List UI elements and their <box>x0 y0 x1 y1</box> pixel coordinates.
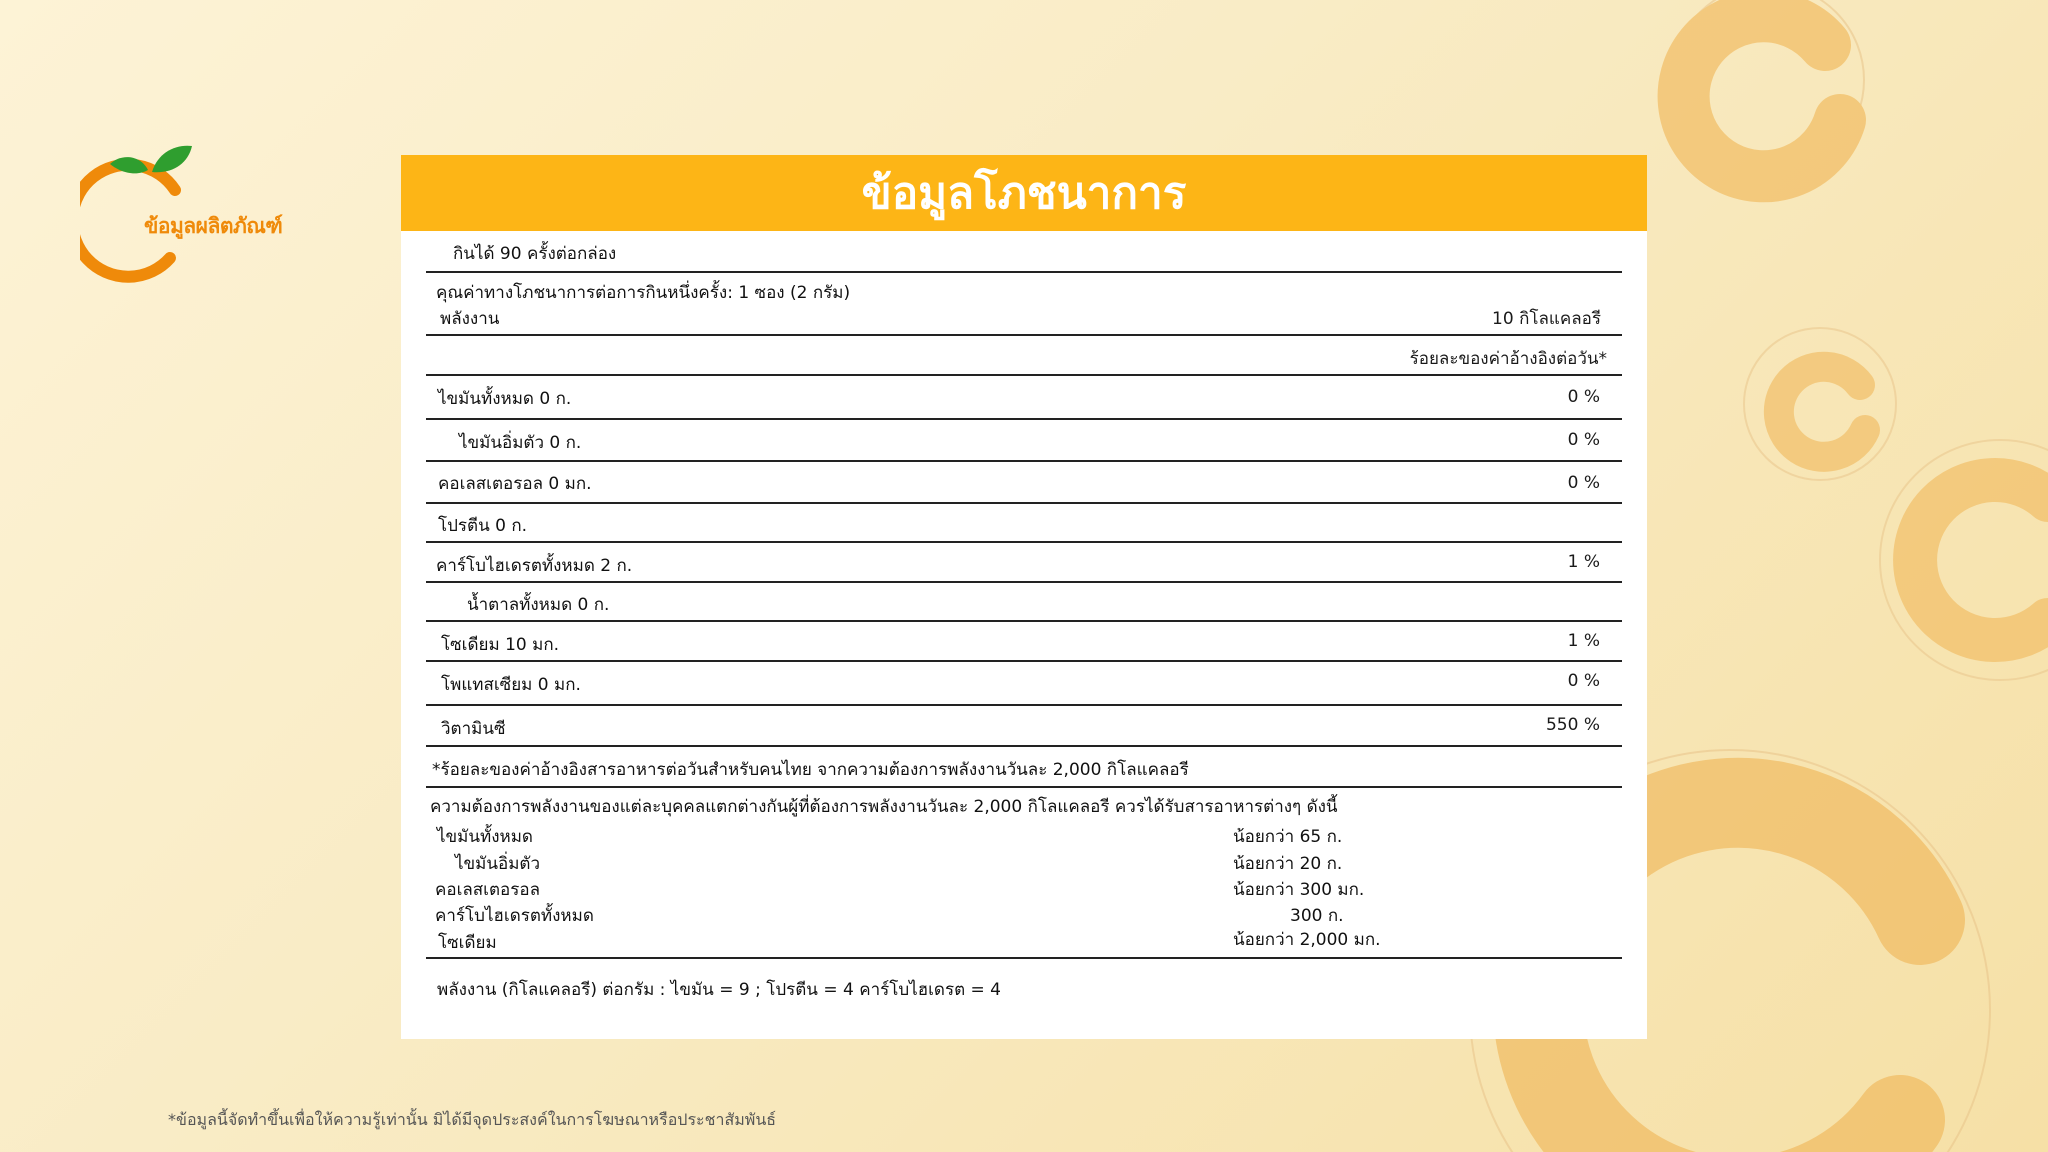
disclaimer-footnote: *ข้อมูลนี้จัดทำขึ้นเพื่อให้ความรู้เท่านั้น มิได้มีจุดประสงค์ในการโฆษณาหรือประชาสัมพันธ์ <box>168 1110 777 1129</box>
c-ring-top-icon <box>1672 0 1864 176</box>
nutrient-percent: 550 % <box>1545 715 1600 735</box>
divider <box>426 541 1622 543</box>
energy-label: พลังงาน <box>440 309 500 329</box>
serving-size: คุณค่าทางโภชนาการต่อการกินหนึ่งครั้ง: 1 ซอง (2 กรัม) <box>436 283 851 303</box>
requirement-value: น้อยกว่า 65 ก. <box>1233 827 1343 847</box>
divider <box>426 957 1622 959</box>
requirement-label: คอเลสเตอรอล <box>435 880 541 900</box>
divider <box>426 460 1622 462</box>
energy-value: 10 กิโลแคลอรี <box>1492 309 1601 329</box>
brand-logo-text: ข้อมูลผลิตภัณฑ์ <box>144 214 283 238</box>
nutrient-label: โพแทสเซียม 0 มก. <box>441 675 581 695</box>
divider <box>426 502 1622 504</box>
nutrient-label: วิตามินซี <box>441 719 506 739</box>
servings-per-box: กินได้ 90 ครั้งต่อกล่อง <box>453 244 617 264</box>
requirement-value: น้อยกว่า 2,000 มก. <box>1233 930 1381 950</box>
nutrient-label: ไขมันทั้งหมด 0 ก. <box>438 389 572 409</box>
requirement-intro: ความต้องการพลังงานของแต่ละบุคคลแตกต่างกันผู้ที่ต้องการพลังงานวันละ 2,000 กิโลแคลอรี ควรได้รับสารอาหารต่างๆ ดังนี้ <box>430 797 1338 817</box>
divider <box>426 786 1622 788</box>
requirement-label: ไขมันอิ่มตัว <box>455 854 540 874</box>
nutrient-percent: 0 % <box>1567 430 1600 450</box>
nutrient-label: น้ำตาลทั้งหมด 0 ก. <box>467 595 610 615</box>
nutrient-label: ไขมันอิ่มตัว 0 ก. <box>459 433 582 453</box>
nutrient-percent: 0 % <box>1567 473 1600 493</box>
divider <box>426 271 1622 273</box>
divider <box>426 745 1622 747</box>
nutrient-percent: 0 % <box>1567 671 1600 691</box>
nutrient-percent: 1 % <box>1567 552 1600 572</box>
panel-title: ข้อมูลโภชนาการ <box>401 155 1647 231</box>
divider <box>426 418 1622 420</box>
divider <box>426 334 1622 336</box>
nutrient-percent: 1 % <box>1567 631 1600 651</box>
divider <box>426 660 1622 662</box>
percent-header: ร้อยละของค่าอ้างอิงต่อวัน* <box>1409 349 1607 369</box>
nutrient-label: โซเดียม 10 มก. <box>441 635 560 655</box>
requirement-value: 300 ก. <box>1290 906 1344 926</box>
c-ring-right-icon <box>1880 440 2048 680</box>
c-ring-middle-icon <box>1744 328 1896 480</box>
nutrient-label: คอเลสเตอรอล 0 มก. <box>438 474 592 494</box>
nutrient-percent: 0 % <box>1567 387 1600 407</box>
reference-note: *ร้อยละของค่าอ้างอิงสารอาหารต่อวันสำหรับคนไทย จากความต้องการพลังงานวันละ 2,000 กิโลแคลอรี <box>432 760 1189 780</box>
requirement-label: คาร์โบไฮเดรตทั้งหมด <box>435 906 594 926</box>
requirement-label: โซเดียม <box>438 933 497 953</box>
requirement-label: ไขมันทั้งหมด <box>437 827 533 847</box>
divider <box>426 704 1622 706</box>
divider <box>426 581 1622 583</box>
requirement-value: น้อยกว่า 20 ก. <box>1233 854 1343 874</box>
divider <box>426 620 1622 622</box>
nutrient-label: โปรตีน 0 ก. <box>438 516 528 536</box>
nutrient-label: คาร์โบไฮเดรตทั้งหมด 2 ก. <box>436 556 633 576</box>
requirement-value: น้อยกว่า 300 มก. <box>1233 880 1365 900</box>
divider <box>426 374 1622 376</box>
energy-per-gram: พลังงาน (กิโลแคลอรี) ต่อกรัม : ไขมัน = 9 ; โปรตีน = 4 คาร์โบไฮเดรต = 4 <box>437 980 1001 1000</box>
